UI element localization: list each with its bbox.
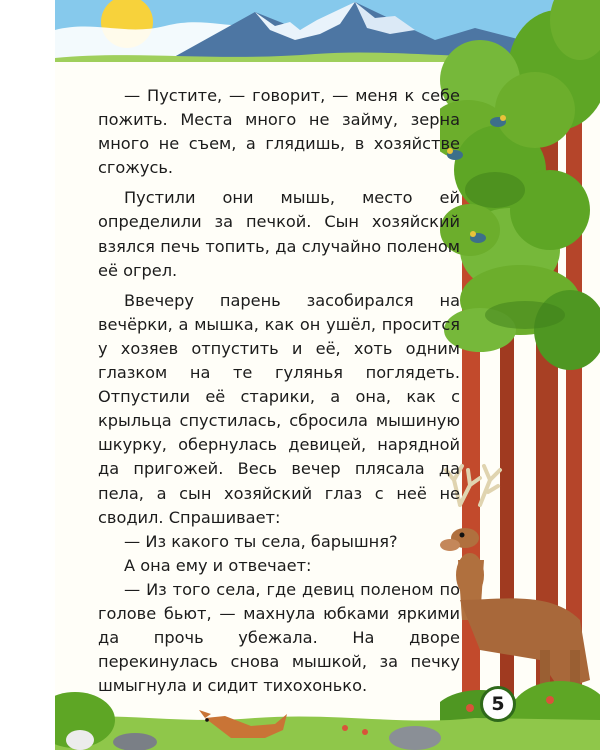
forest-illustration <box>440 0 600 750</box>
paragraph: — Пустите, — говорит, — меня к себе пожить. Места много не займу, зерна много не съем, а глядишь, в хозяйстве сгожусь. <box>98 86 460 178</box>
paragraph: Ввечеру парень засобирался на вечёрки, а мышка, как он ушёл, просится у хозяев отпустить и её, хоть одним глазком на те гулянья поглядеть. Отпустили её старики, а она, как с крыльца спустилась, сбросила мышиную шкурку, обернулась девицей, нарядной да пригожей. Весь вечер плясала да пела, а сын хозяйский глаз с неё не сводил. Спрашивает: <box>98 290 460 527</box>
trees-drawing <box>440 0 600 750</box>
page-number: 5 <box>480 686 516 722</box>
paragraph: — Из того села, где девиц поленом по голове бьют, — махнула юбками яркими да прочь убежала. На дворе перекинулась снова мышкой, за печку шмыгнула и сидит тихохонько. <box>98 579 460 696</box>
paragraph: Пустили они мышь, место ей определили за печкой. Сын хозяйский взялся печь топить, да случайно поленом её огрел. <box>98 188 460 280</box>
page-margin <box>0 0 55 750</box>
paragraph: — Из какого ты села, барышня? <box>124 531 398 551</box>
paragraph: А она ему и отвечает: <box>124 555 312 575</box>
story-text <box>98 84 460 698</box>
